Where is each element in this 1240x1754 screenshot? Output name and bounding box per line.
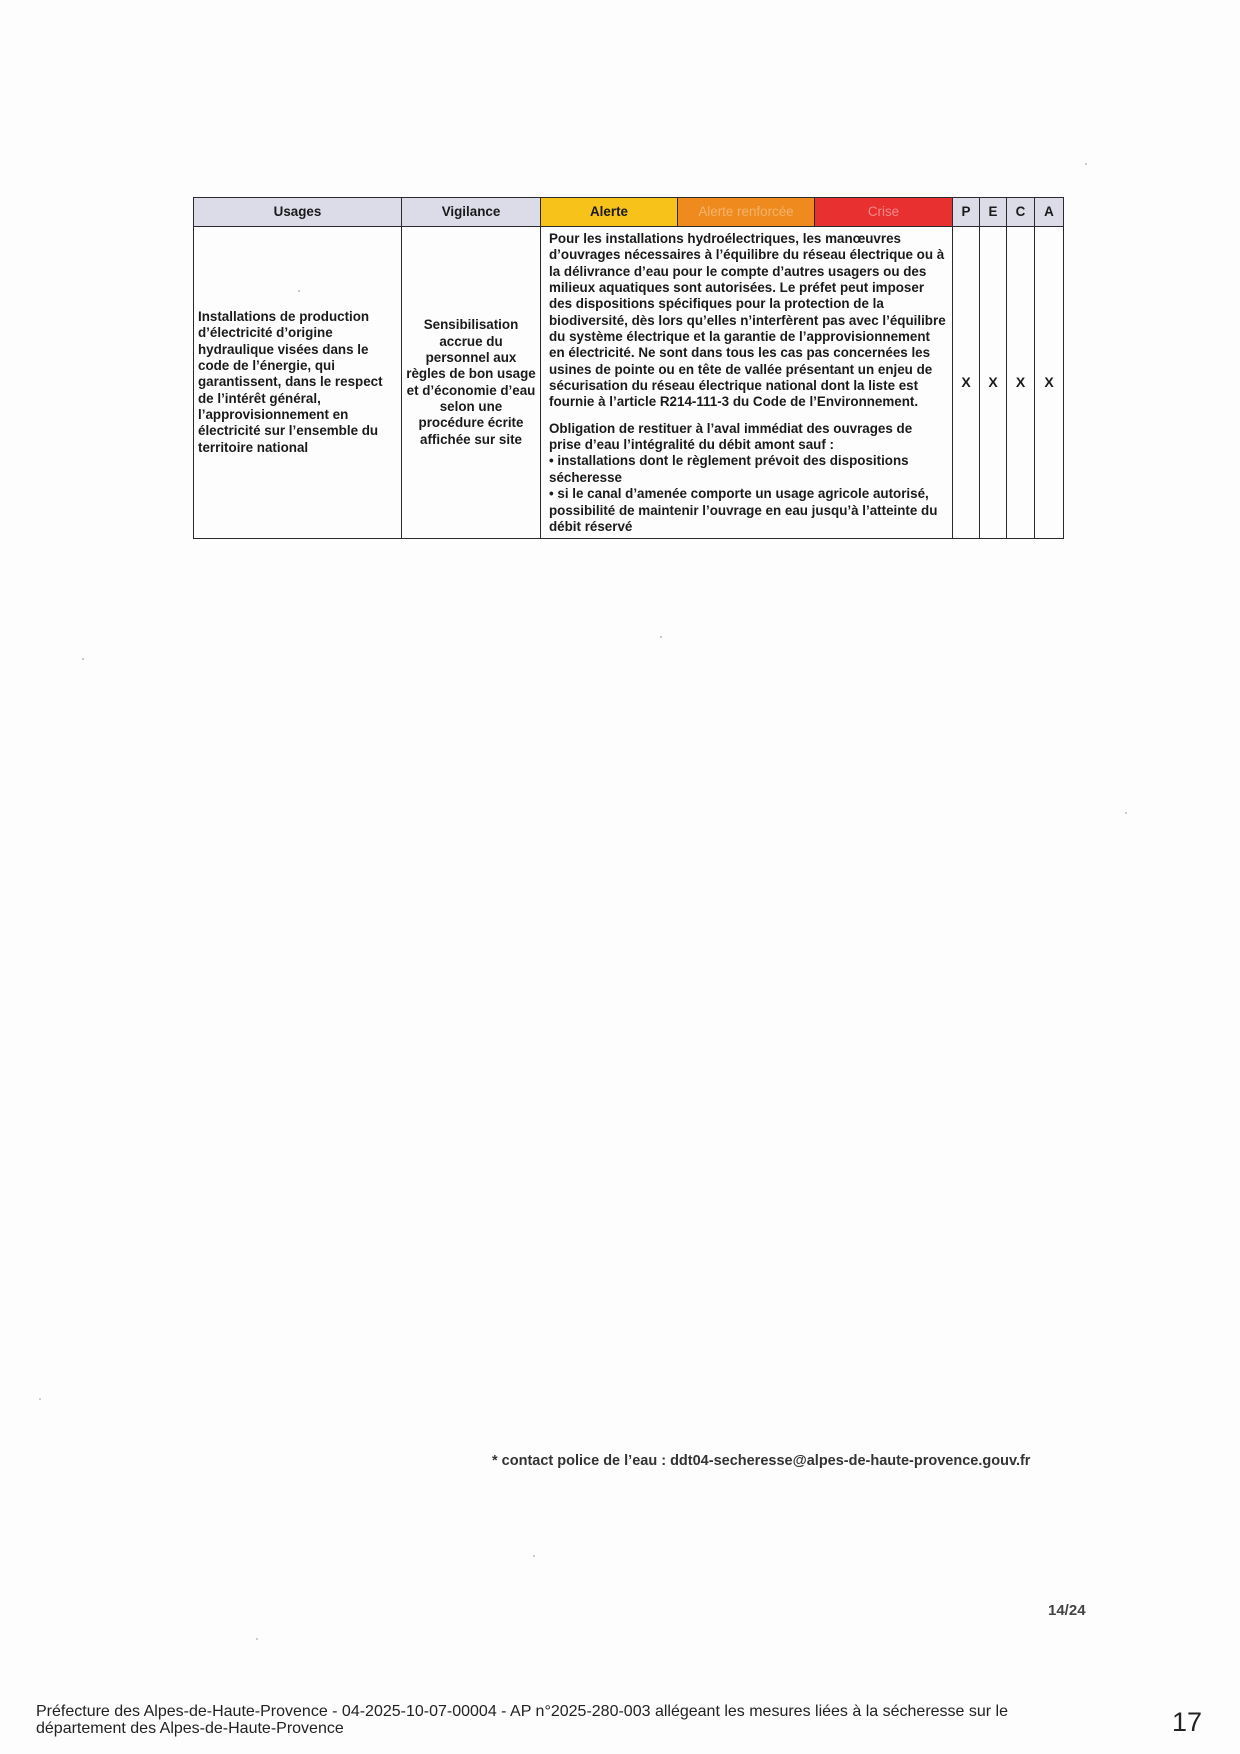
header-alerte-renforcee: Alerte renforcée — [678, 198, 815, 227]
scan-speck — [298, 290, 300, 292]
header-alerte: Alerte — [541, 198, 678, 227]
drought-measures-table — [193, 197, 1064, 539]
scan-speck — [533, 1555, 535, 1557]
usages-cell: Installations de production d’électricité d’origine hydraulique visées dans le code de l’énergie, qui garantissent, dans le respect de l’intérêt général, l’approvisionnement en électricité sur l’ensemble du territoire national — [194, 227, 402, 539]
contact-police-eau: * contact police de l’eau : ddt04-secheresse@alpes-de-haute-provence.gouv.fr — [492, 1453, 1031, 1469]
scan-speck — [82, 658, 84, 660]
header-vigilance: Vigilance — [402, 198, 541, 227]
header-p: P — [953, 198, 980, 227]
c-mark: X — [1007, 227, 1035, 539]
table-header-row — [194, 198, 1064, 227]
table-row — [194, 227, 1064, 539]
scan-speck — [39, 1398, 41, 1400]
scan-speck — [1125, 812, 1127, 814]
header-usages: Usages — [194, 198, 402, 227]
restitution-intro: Obligation de restituer à l’aval immédiat des ouvrages de prise d’eau l’intégralité du débit amont sauf : — [549, 420, 913, 453]
header-crise: Crise — [815, 198, 953, 227]
header-e: E — [980, 198, 1007, 227]
inner-page-number: 14/24 — [1048, 1602, 1086, 1619]
scan-speck — [256, 1638, 258, 1640]
restitution-exception-2: • si le canal d’amenée comporte un usage agricole autorisé, possibilité de maintenir l’ouvrage en eau jusqu’à l’atteinte du débit réservé — [549, 486, 938, 534]
measures-paragraph-hydro: Pour les installations hydroélectriques, les manœuvres d’ouvrages nécessaires à l’équilibre du réseau électrique ou à la délivrance d’eau pour le compte d’autres usagers ou des milieux aquatiques sont autorisées. Le préfet peut imposer des dispositions spécifiques pour la protection de la biodiversité, dès lors qu’elles n’interfèrent pas avec l’équilibre du système électrique et la garantie de l’approvisionnement en électricité. Ne sont dans tous les cas pas concernées les usines de pointe ou en tête de vallée présentant un enjeu de sécurisation du réseau électrique national dont la liste est fournie à l’article R214-111-3 du Code de l’Environnement. — [549, 231, 946, 410]
footer-page-number: 17 — [1172, 1707, 1203, 1737]
measures-paragraph-restitution — [549, 421, 946, 535]
p-mark: X — [953, 227, 980, 539]
measures-cell — [541, 227, 953, 539]
footer-line-2: département des Alpes-de-Haute-Provence — [36, 1719, 344, 1737]
header-a: A — [1035, 198, 1064, 227]
scan-speck — [660, 636, 662, 638]
vigilance-cell: Sensibilisation accrue du personnel aux règles de bon usage et d’économie d’eau selon une procédure écrite affichée sur site — [402, 227, 541, 539]
footer-reference — [36, 1704, 1116, 1738]
header-c: C — [1007, 198, 1035, 227]
footer-line-1: Préfecture des Alpes-de-Haute-Provence - 04-2025-10-07-00004 - AP n°2025-280-003 allégeant les mesures liées à la sécheresse sur le — [36, 1703, 1009, 1720]
e-mark: X — [980, 227, 1007, 539]
scan-speck — [1085, 163, 1087, 165]
restitution-exception-1: • installations dont le règlement prévoit des dispositions sécheresse — [549, 453, 909, 485]
a-mark: X — [1035, 227, 1064, 539]
